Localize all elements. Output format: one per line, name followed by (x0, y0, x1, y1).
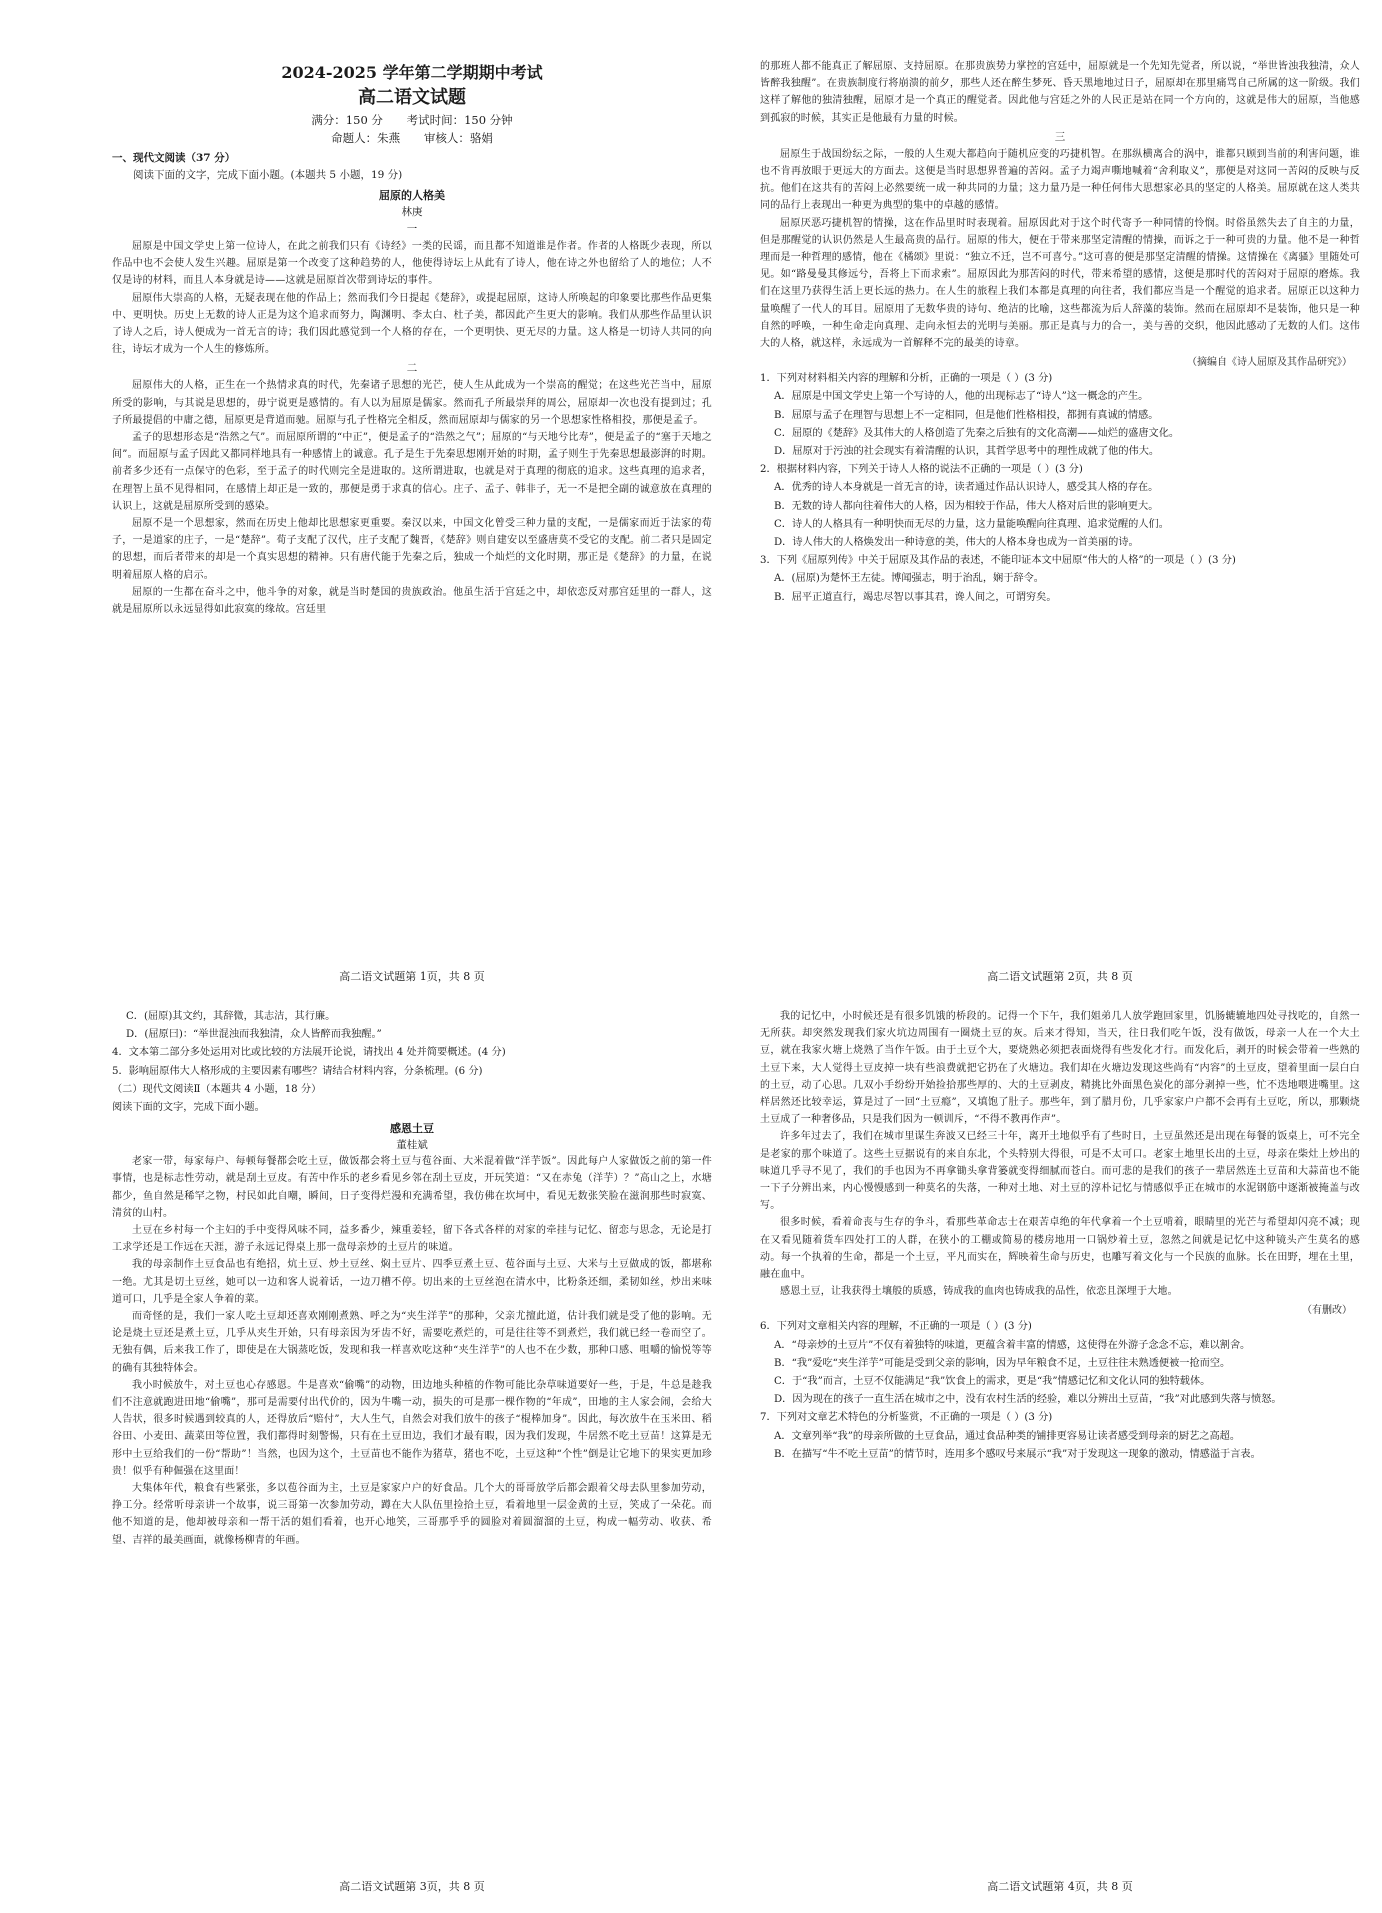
page-4 (760, 1008, 1360, 1913)
full-score: 满分：150 分 (311, 113, 383, 127)
page-1 (112, 58, 712, 963)
question-option: B．“我”爱吃“夹生洋芋”可能是受到父亲的影响，因为早年粮食不足，土豆往往未熟透便被一抢而空。 (774, 1357, 1231, 1369)
paragraph: 感恩土豆，让我获得土壤般的质感，铸成我的血肉也铸成我的品性，依恋且深埋于大地。 (780, 1286, 1178, 1298)
question-option: D．诗人伟大的人格焕发出一种诗意的美，伟大的人格本身也成为一首美丽的诗。 (774, 537, 1139, 549)
paragraph: 土豆在乡村每一个主妇的手中变得风味不同，益多番少，辣重姜轻，留下各式各样的对家的牵挂与记忆、留恋与思念，无论是打工求学还是工作远在天涯，游子永远记得桌上那一盘母亲炒的土豆片的味道。 (112, 1225, 712, 1254)
paragraph: 屈原伟大的人格，正生在一个热情求真的时代，先秦诸子思想的光芒，使人生从此成为一个崇高的醒觉；在这些光芒当中，屈原所受的影响，与其说是思想的，毋宁说更是感情的。有人以为屈原是儒家。然而孔子所最崇拜的周公，屈原却一次也没有提到过；孔子所最提倡的中庸之德，屈原更是背道而驰。屈原与孔子性格完全相反，然而屈原却与儒家的另一个思想家性格相投，那便是孟子。 (112, 380, 712, 426)
question-option: A．文章列举“我”的母亲所做的土豆食品，通过食品种类的铺排更容易让读者感受到母亲的厨艺之高超。 (774, 1430, 1241, 1442)
question-option: D．屈原对于污浊的社会现实有着清醒的认识，其哲学思考中的理性成就了他的伟大。 (774, 446, 1160, 458)
paragraph: 我的记忆中，小时候还是有很多饥饿的桥段的。记得一个下午，我们姐弟几人放学跑回家里，饥肠辘辘地四处寻找吃的，自然一无所获。却突然发现我们家火坑边周围有一圈烧土豆的灰。后来才得知，当天，往日我们吃午饭，没有做饭，母亲一人在一个大土豆，就在我家火塘上烧熟了当作午饭。由于土豆个大，要烧熟必须把表面烧得有些发化才行。而发化后，剥开的时候会带着一些熟的土豆下来，大人觉得土豆皮掉一块有些浪费就把它扔在了火塘边。我们却在火塘边发现这些尚有“内容”的土豆皮，望着里面一层白白的土豆，动了心思。几双小手纷纷开始捡拾那些厚的、大的土豆剥皮，精挑比外面黑色炭化的部分剥掉一些，忙不迭地喂进嘴里。这样居然还比较幸运，算是过了一回“土豆瘾”，又填饱了肚子。那些年，到了腊月份，几乎家家户户都不会再有土豆吃，所以，那颗烧土豆成了一种奢侈品，只是我们因为一顿训斥，“不得不教再作声”。 (760, 1011, 1360, 1126)
paragraph: 很多时候，看着命丧与生存的争斗，看那些革命志士在艰苦卓绝的年代拿着一个土豆啃着，眼睛里的光芒与希望却闪亮不减；现在又看见随着货车四处打工的人群，在狭小的工棚或简易的楼房地用一口锅炒着土豆，忽然之间就是记忆中这种镜头产生莫名的感动。每一个执着的生命，都是一个土豆，平凡而实在，辉映着生命与历史，也雕写着文化与一个民族的血脉。长在田野，埋在土里，融在血中。 (760, 1217, 1360, 1281)
setter: 命题人：朱燕 (331, 131, 401, 145)
article-source: （摘编自《诗人屈原及其作品研究》） (1187, 357, 1352, 369)
paragraph: 我小时候放牛，对土豆也心存感恩。牛是喜欢“偷嘴”的动物，田边地头种植的作物可能比杂草味道要好一些，于是，牛总是趁我们不注意就跑进田地“偷嘴”，那可是需要付出代价的，因为牛嘴一动，损失的可是那一棵作物的“年成”，田地的主人家会闹，会给大人告状，很多时候遇到较真的人，还得放后“赔付”，大人生气，自然会对我们放牛的孩子“棍棒加身”。因此，每次放牛在玉米田、稻谷田、小麦田、蔬菜田等位置，我们都得时刻警惕，只有在土豆田边，我们才最有暇，因为我们发现，牛居然不吃土豆苗！这算是无形中土豆给我们的一份“帮助”！当然，也因为这个，土豆苗也不能作为猪草，猪也不吃，土豆这种“个性”倒是让它地下的果实更加珍贵！似乎有种倔强在这里面！ (112, 1379, 712, 1477)
question-option: A．屈原是中国文学史上第一个写诗的人，他的出现标志了“诗人”这一概念的产生。 (774, 391, 1149, 403)
paragraph: 老家一带，每家每户、每顿每餐都会吃土豆，做饭都会将土豆与苞谷面、大米混着做“洋芋饭”。因此每户人家做饭之前的第一件事情，也是标志性劳动，就是刮土豆皮。有苦中作乐的老乡看见乡邻在刮土豆皮，开玩笑道：“又在赤兔（洋芋）？”高山之上，水塘都少，鱼自然是稀罕之物，村民如此自嘲，瞬间，日子变得烂漫和充满希望，我仿佛在坎坷中，看见无数张笑脸在滋润那些时寂寞、清贫的山村。 (112, 1156, 712, 1219)
question-option: A．“母亲炒的土豆片”不仅有着独特的味道，更蕴含着丰富的情感，这使得在外游子念念不忘，难以割舍。 (774, 1339, 1251, 1351)
paragraph: 孟子的思想形态是“浩然之气”。而屈原所谓的“中正”，便是孟子的“浩然之气”；屈原的“与天地兮比寿”，便是孟子的“塞于天地之间”。而屈原与孟子因此又都同样地具有一种感情上的诚意。孔子是生于先秦思想刚开始的时期，孟子则生于先秦思想最澎湃的时期。前者多少还有一点保守的色彩，至于孟子的时代则完全是进取的。这所谓进取，也就是对于真理的彻底的追求。这些真理的追求者，在理智上虽不见得相同，在感情上却正是一致的，那便是勇于求真的信心。庄子、孟子、韩非子，无一不是把全副的诚意放在真理的认识上，这就是屈原所受到的感染。 (112, 432, 712, 512)
question-option: C．于“我”而言，土豆不仅能满足“我”饮食上的需求，更是“我”情感记忆和文化认同的独特载体。 (774, 1376, 1211, 1388)
paragraph: 而奇怪的是，我们一家人吃土豆却还喜欢刚刚煮熟、呼之为“夹生洋芋”的那种，父亲尤擅此道，估计我们就是受了他的影响。无论是烧土豆还是煮土豆，几乎从夹生开始，只有母亲因为牙齿不好，需要吃煮烂的，可是往往等不到煮烂，我们就已经一卷而空了。无独有偶，后来我工作了，即使是在大锅蒸吃饭，发现和我一样喜欢吃这种“夹生洋芋”的人也不在少数，那种口感、咀嚼的愉悦等等的确有其独特体会。 (112, 1311, 712, 1374)
page-3 (112, 1008, 712, 1913)
page-2 (760, 58, 1360, 963)
question-option: B．在描写“牛不吃土豆苗”的情节时，连用多个感叹号来展示“我”对于发现这一现象的激动，情感溢于言表。 (774, 1448, 1261, 1460)
section-instruction: 阅读下面的文字，完成下面小题。(本题共 5 小题，19 分) (133, 169, 403, 181)
paragraph-continued: 的那班人都不能真正了解屈原、支持屈原。在那贵族势力掌控的宫廷中，屈原就是一个先知先觉者，所以说，“举世皆浊我独清，众人皆醉我独醒”。在贵族制度行将崩溃的前夕，那些人还在醉生梦死、昏天黑地地过日子，屈原却在那里痛骂自己所属的这一阶级。我们这样了解他的独清独醒，屈原才是一个真正的醒觉者。因此他与宫廷之外的人民正是站在同一个方向的，这就是伟大的屈原，当他感到孤寂的时候，其实正是他最有力量的时候。 (760, 61, 1360, 124)
section-instruction: 阅读下面的文字，完成下面小题。 (112, 1102, 265, 1114)
part-number: 一 (406, 223, 418, 235)
paragraph: 屈原伟大崇高的人格，无疑表现在他的作品上；然而我们今日提起《楚辞》，或提起屈原，这诗人所唤起的印象要比那些作品更集中、更明快。历史上无数的诗人正是为这个追求而努力，陶渊明、李太白、杜子美，都因此产生更大的影响。我们从那些作品里认识了诗人之后，诗人便成为一首无言的诗；我们因此感觉到一个人格的存在，一个更明快、更无尽的力量。这人格是一切诗人共同的向往，诗坛才成为一个人生的修炼所。 (112, 292, 712, 356)
article-author: 林庚 (401, 206, 423, 218)
paragraph: 许多年过去了，我们在城市里谋生奔波又已经三十年，离开土地似乎有了些时日，土豆虽然还是出现在每餐的饭桌上，可不完全是老家的那个味道了。这些土豆据说有的来自东北，个头特别大得很，可是不太可口。老家土地里长出的土豆，母亲在柴灶上炒出的味道几乎寻不见了，我们的手也因为不再拿锄头拿背篓就变得细腻而苍白。而可悲的是我们的孩子一辈居然连土豆苗和大蒜苗也不能一下子分辨出来，内心慢慢感到一种莫名的失落，一种对土地、对土豆的淳朴记忆与情感似乎正在城市的水泥钢筋中逐渐被掩盖与改写。 (760, 1131, 1360, 1212)
page-footer: 高二语文试题第 4页，共 8 页 (987, 1880, 1133, 1893)
article-author: 董桂斌 (396, 1139, 428, 1152)
exam-title-year: 2024-2025 学年第二学期期中考试 (281, 63, 543, 82)
paragraph: 屈原是中国文学史上第一位诗人，在此之前我们只有《诗经》一类的民谣，而且都不知道谁是作者。作者的人格既少表现，所以作品中也不会使人发生兴趣。屈原是第一个改变了这种趋势的人，他使得诗坛上从此有了诗人，他在诗之外也留给了人的地位；人不仅是诗的材料，而且人本身就是诗——这就是屈原首次带到诗坛的事件。 (112, 241, 712, 287)
section-heading: （二）现代文阅读Ⅱ（本题共 4 小题，18 分） (112, 1083, 322, 1095)
article-source: （有删改） (1302, 1305, 1352, 1317)
page-footer: 高二语文试题第 2页，共 8 页 (987, 970, 1133, 983)
question-option: D．(屈原曰)：“举世混浊而我独清，众人皆醉而我独醒。” (126, 1029, 382, 1041)
question-option: A．优秀的诗人本身就是一首无言的诗，读者通过作品认识诗人，感受其人格的存在。 (774, 482, 1159, 494)
question: 2．根据材料内容，下列关于诗人人格的说法不正确的一项是（ ）(3 分) (760, 464, 1083, 476)
exam-meta-line1 (112, 111, 712, 129)
question-option: D．因为现在的孩子一直生活在城市之中，没有农村生活的经验，难以分辨出土豆苗，“我”对此感到失落与愤怒。 (774, 1394, 1282, 1406)
paragraph: 屈原生于战国纷纭之际，一般的人生观大都趋向于随机应变的巧捷机智。在那纵横离合的涡中，谁都只顾到当前的利害问题，谁也不肯再放眼于更远大的方面去。这便是当时思想界普遍的苦闷。孟子力竭声嘶地喊着“舍利取义”，那便是对这同一苦闷的反映与反抗。他们在这共有的苦闷上必然要统一成一种共同的力量；这力量乃是一种任何伟大思想家必具的坚定的人格美。屈原就在这人类共同的品行上表现出一种更为典型的集中的卓越的感情。 (760, 148, 1360, 212)
question-option: B．无数的诗人都向往着伟大的人格，因为相较于作品，伟大人格对后世的影响更大。 (774, 500, 1159, 512)
question: 4．文本第二部分多处运用对比或比较的方法展开论说，请找出 4 处并简要概述。(4 分) (112, 1047, 506, 1059)
page-footer: 高二语文试题第 1页，共 8 页 (339, 970, 485, 983)
question: 6．下列对文章相关内容的理解，不正确的一项是（ ）(3 分) (760, 1321, 1032, 1333)
paragraph: 屈原厌恶巧捷机智的情操，这在作品里时时表现着。屈原因此对于这个时代寄予一种同情的怜悯。时俗虽然失去了自主的力量，但是那醒觉的认识仍然是人生最高贵的品行。屈原的伟大，便在于带来那坚定清醒的情操，而诉之于一种可贵的力量。他不是一种哲理而是一种哲理的感情，他在《橘颂》里说：“独立不迁，岂不可喜兮。”这可喜的便是那坚定清醒的情操。这情操在《离骚》里随处可见。如“路曼曼其修远兮，吾将上下而求索”。屈原因此为那苦闷的时代，带来希望的感情，这便是那时代的苦闷对于屈原的磨炼。我们在这里乃获得生活上更长远的热力。在人生的旅程上我们本都是真理的向往者，我们都应当是一个醒觉的追求者。屈原正以这种力量唤醒了一代人的耳目。屈原用了无数华贵的诗句、绝洁的比喻，这些都流为后人辞藻的装饰。然而在屈原却不是装饰，他只是一种自然的呼唤，一种生命走向真理、走向永恒去的光明与美丽。那正是真与力的合一，美与善的交织，他因此感动了无数的人们。这伟大的人格，就这样，永远成为一首解释不完的最美的诗章。 (760, 217, 1360, 350)
question: 5．影响屈原伟大人格形成的主要因素有哪些？请结合材料内容，分条梳理。(6 分) (112, 1065, 483, 1077)
article-title: 屈原的人格美 (379, 189, 445, 202)
part-number: 三 (1054, 130, 1066, 143)
part-number: 二 (406, 362, 418, 375)
exam-title-subject: 高二语文试题 (358, 87, 466, 108)
section-heading: 一、现代文阅读（37 分） (112, 152, 236, 164)
question: 7．下列对文章艺术特色的分析鉴赏，不正确的一项是（ ）(3 分) (760, 1412, 1053, 1424)
question-option: B．屈平正道直行，竭忠尽智以事其君，谗人间之，可谓穷矣。 (774, 591, 1057, 603)
article-title: 感恩土豆 (390, 1122, 434, 1136)
paragraph: 屈原不是一个思想家，然而在历史上他却比思想家更重要。秦汉以来，中国文化曾受三种力量的支配，一是儒家而近于法家的荀子，一是道家的庄子，一是“楚辞”。荀子支配了汉代，庄子支配了魏晋，《楚辞》则自建安以至盛唐莫不受它的支配。前二者只是固定的思想，而后者带来的却是一个真实思想的精神。只有唐代能于先秦之后，独成一个灿烂的文化时期，那正是《楚辞》的力量，在说明着屈原人格的启示。 (112, 518, 712, 581)
paragraph: 屈原的一生都在奋斗之中，他斗争的对象，就是当时楚国的贵族政治。他虽生活于宫廷之中，却依恋反对那宫廷里的一群人，这就是屈原所以永远显得如此寂寞的缘故。宫廷里 (112, 586, 712, 616)
paragraph: 我的母亲制作土豆食品也有绝招，炕土豆、炒土豆丝、焖土豆片、四季豆煮土豆、苞谷面与土豆、大米与土豆做成的饭，都堪称一绝。尤其是切土豆丝，她可以一边和客人说着话，一边刀槽不停。切出来的土豆丝泡在清水中，比粉条还细，柔韧如丝，炒出来味道可口，几乎是全家人争着的菜。 (112, 1259, 712, 1305)
page-footer: 高二语文试题第 3页，共 8 页 (339, 1880, 485, 1893)
question-option: B．屈原与孟子在理智与思想上不一定相同，但是他们性格相投，都拥有真诚的情感。 (774, 409, 1159, 421)
paragraph: 大集体年代，粮食有些紧张，多以苞谷面为主，土豆是家家户户的好食品。几个大的哥哥放学后都会跟着父母去队里参加劳动，挣工分。经常听母亲讲一个故事，说三哥第一次参加劳动，蹲在大人队伍里捡拾土豆，看着地里一层金黄的土豆，笑成了一朵花。而他不知道的是，他却被母亲和一帮干活的姐们看着，也开心地笑，三哥那乎乎的圆脸对着圆溜溜的土豆，构成一幅劳动、收获、希望、吉祥的最美画面，就像杨柳青的年画。 (112, 1483, 712, 1546)
exam-meta-line2 (112, 129, 712, 147)
exam-time: 考试时间：150 分钟 (406, 113, 513, 127)
question-option: C．屈原的《楚辞》及其伟大的人格创造了先秦之后独有的文化高潮——灿烂的盛唐文化。 (774, 427, 1180, 439)
question: 3．下列《屈原列传》中关于屈原及其作品的表述，不能印证本文中屈原“伟大的人格”的一项是（ ）(3 分) (760, 555, 1236, 567)
reviewer: 审核人：骆娟 (423, 131, 493, 145)
question-option: C．(屈原)其文约，其辞微，其志洁，其行廉。 (126, 1011, 336, 1022)
question: 1．下列对材料相关内容的理解和分析，正确的一项是（ ）(3 分) (760, 373, 1053, 385)
question-option: A．(屈原)为楚怀王左徒。博闻强志，明于治乱，娴于辞令。 (774, 573, 1044, 585)
question-option: C．诗人的人格具有一种明快而无尽的力量，这力量能唤醒向往真理、追求觉醒的人们。 (774, 518, 1169, 530)
